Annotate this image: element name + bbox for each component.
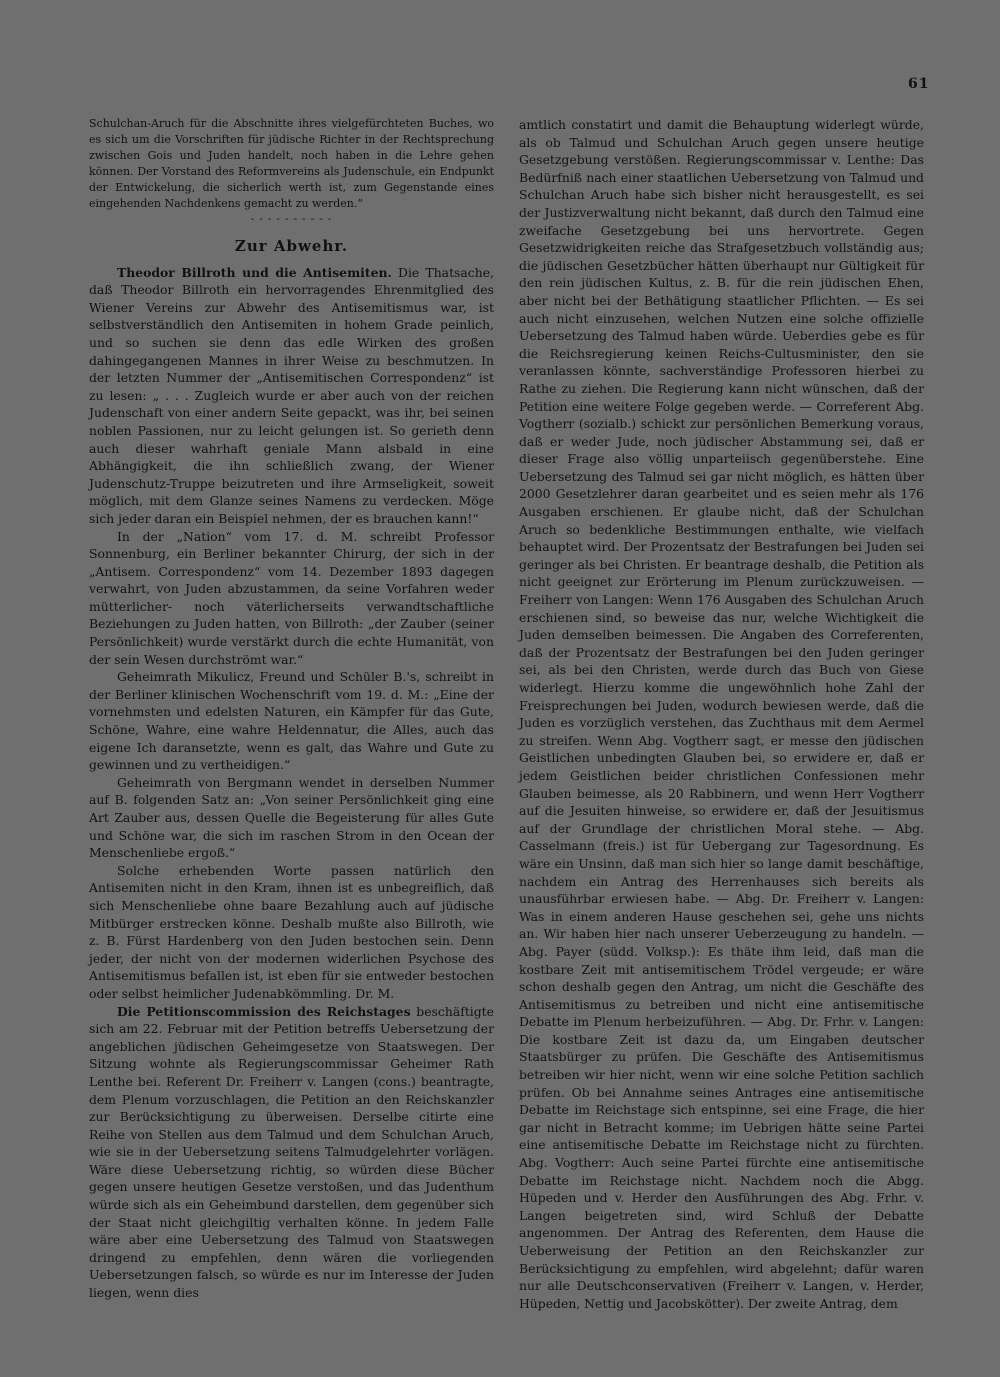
- billroth-heading: Theodor Billroth und die Antisemiten.: [117, 264, 392, 280]
- section-divider: - - - - - - - - - -: [250, 214, 333, 225]
- billroth-paragraph-5: Solche erhebenden Worte passen natürlich den Antisemiten nicht in den Kram, ihnen ist es unbegreiflich, daß sich Menschenliebe ohne baare Bezahlung auch auf jüdische Mitbürger erstrecken könne. Deshalb mußte also Billroth, wie z. B. Fürst Hardenberg von den Juden bestochen sein. Denn jeder, der nicht von der modernen widerlichen Psychose des Antisemitismus befallen ist, ist eben für sie entweder bestochen oder selbst heimlicher Judenabkömmling. Dr. M.: [89, 862, 494, 1001]
- billroth-paragraph-1: [89, 264, 494, 528]
- petition-paragraph: [89, 1003, 494, 1302]
- billroth-paragraph-3: Geheimrath Mikulicz, Freund und Schüler B.'s, schreibt in der Berliner klinischen Wochenschrift vom 19. d. M.: „Eine der vornehmsten und edelsten Naturen, ein Kämpfer für das Gute, Schöne, Wahre, eine wahre Heldennatur, die Alles, auch das eigene Ich daransetzte, wenn es galt, das Wahre und Gute zu gewinnen und zu vertheidigen.“: [89, 669, 494, 773]
- right-column-text: amtlich constatirt und damit die Behauptung widerlegt würde, als ob Talmud und Schulchan Aruch gegen unsere heutige Gesetzgebung verstößen. Regierungscommissar v. Lenthe: Das Bedürfniß nach einer staatlichen Uebersetzung von Talmud und Schulchan Aruch habe sich bisher nicht herausgestellt, es sei der Justizverwaltung nicht bekannt, daß durch den Talmud eine zweifache Gesetzgebung bei uns hervortrete. Gegen Gesetzwidrigkeiten reiche das Strafgesetzbuch vollständig aus; die jüdischen Gesetzbücher hätten überhaupt nur Gültigkeit für den rein jüdischen Kultus, z. B. für die rein jüdischen Ehen, aber nicht bei der Bethätigung staatlicher Pflichten. — Es sei auch nicht einzusehen, welchen Nutzen eine solche offizielle Uebersetzung des Talmud haben würde. Ueberdies gebe es für die Reichsregierung keinen Reichs-Cultusminister, den sie veranlassen könnte, sachverständige Professoren hierbei zu Rathe zu ziehen. Die Regierung kann nicht wünschen, daß der Petition eine weitere Folge gegeben werde. — Correferent Abg. Vogtherr (sozialb.) schickt zur persönlichen Bemerkung voraus, daß er weder Jude, noch jüdischer Abstammung sei, daß er dieser Frage also völlig unparteiisch gegenüberstehe. Eine Uebersetzung des Talmud sei gar nicht möglich, es hätten über 2000 Gesetzlehrer daran gearbeitet und es seien mehr als 176 Ausgaben erschienen. Er glaube nicht, daß der Schulchan Aruch so bedenkliche Bestimmungen enthalte, wie vielfach behauptet wird. Der Prozentsatz der Bestrafungen bei Juden sei geringer als bei Christen. Er beantrage deshalb, die Petition als nicht geeignet zur Erörterung im Plenum zurückzuweisen. — Freiherr von Langen: Wenn 176 Ausgaben des Schulchan Aruch erschienen sind, so beweise das nur, welche Wichtigkeit die Juden demselben beimessen. Die Angaben des Correferenten, daß der Prozentsatz der Bestrafungen bei den Juden geringer sei, als bei den Christen, werde durch das Buch von Giese widerlegt. Hierzu komme die ungewöhnlich hohe Zahl der Freisprechungen bei Juden, wodurch bewiesen werde, daß die Juden es vorzüglich verstehen, das Zuchthaus mit dem Aermel zu streifen. Wenn Abg. Vogtherr sagt, er messe den jüdischen Geistlichen unbedingten Glauben bei, so erwidere er, daß er jedem Geistlichen beider christlichen Confessionen mehr Glauben beimesse, als 20 Rabbinern, und wenn Herr Vogtherr auf die Jesuiten hinweise, so erwidere er, daß der Jesuitismus auf der Grundlage der christlichen Moral stehe. — Abg. Casselmann (freis.) ist für Uebergang zur Tagesordnung. Es wäre ein Unsinn, daß man sich hier so lange damit beschäftige, nachdem ein Antrag des Herrenhauses sich bereits als unausführbar erwiesen habe. — Abg. Dr. Freiherr v. Langen: Was in einem anderen Hause geschehen sei, gehe uns nichts an. Wir haben hier nach unserer Ueberzeugung zu handeln. — Abg. Payer (südd. Volksp.): Es thäte ihm leid, daß man die kostbare Zeit mit antisemitischem Trödel vergeude; er wäre schon deshalb gegen den Antrag, um nicht die Geschäfte des Antisemitismus zu betreiben und nicht eine antisemitische Debatte im Plenum herbeizuführen. — Abg. Dr. Frhr. v. Langen: Die kostbare Zeit ist dazu da, um Eingaben deutscher Staatsbürger zu prüfen. Die Geschäfte des Antisemitismus betreiben wir hier nicht, wenn wir eine solche Petition sachlich prüfen. Ob bei Annahme seines Antrages eine antisemitische Debatte im Reichstage sich entspinne, sei eine Frage, die hier gar nicht in Betracht komme; im Uebrigen hätte seine Partei eine antisemitische Debatte im Reichstage nicht zu fürchten. Abg. Vogtherr: Auch seine Partei fürchte eine antisemitische Debatte im Reichstage nicht. Nachdem noch die Abgg. Hüpeden und v. Herder den Ausführungen des Abg. Frhr. v. Langen beigetreten sind, wird Schluß der Debatte angenommen. Der Antrag des Referenten, dem Hause die Ueberweisung der Petition an den Reichskanzler zur Berücksichtigung zu empfehlen, wird abgelehnt; dafür waren nur alle Deutschconservativen (Freiherr v. Langen, v. Herder, Hüpeden, Nettig und Jacobskötter). Der zweite Antrag, dem: [519, 117, 924, 1311]
- petition-text-1: beschäftigte sich am 22. Februar mit der Petition betreffs Uebersetzung der angeblichen jüdischen Geheimgesetze von Staatswegen. Der Sitzung wohnte als Regierungscommissar Geheimer Rath Lenthe bei. Referent Dr. Freiherr v. Langen (cons.) beantragte, dem Plenum vorzuschlagen, die Petition an den Reichskanzler zur Berücksichtigung zu überweisen. Derselbe citirte eine Reihe von Stellen aus dem Talmud und dem Schulchan Aruch, wie sie in der Uebersetzung seitens Talmudgelehrter vorlägen. Wäre diese Uebersetzung richtig, so würden diese Bücher gegen unsere heutigen Gesetze verstoßen, und das Judenthum würde sich als ein Geheimbund darstellen, dem gegenüber sich der Staat nicht gleichgiltig verhalten könne. In jedem Falle wäre aber eine Uebersetzung des Talmud von Staatswegen dringend zu empfehlen, denn wären die vorliegenden Uebersetzungen falsch, so würde es nur im Interesse der Juden liegen, wenn dies: [89, 1003, 494, 1301]
- left-column: [89, 116, 494, 1302]
- section-title: Zur Abwehr.: [234, 237, 349, 255]
- billroth-text-1: Die Thatsache, daß Theodor Billroth ein hervorragendes Ehrenmitglied des Wiener Vereins zur Abwehr des Antisemitismus war, ist selbstverständlich den Antisemiten in hohem Grade peinlich, und so suchen sie denn das edle Wirken des großen dahingegangenen Mannes in ihrer Weise zu beschmutzen. In der letzten Nummer der „Antisemitischen Correspondenz“ ist zu lesen: „ . . . Zugleich wurde er aber auch von der reichen Judenschaft von einer andern Seite gepackt, was ihr, bei seinen noblen Passionen, nur zu leicht gelungen ist. So gerieth denn auch dieser wahrhaft geniale Mann alsbald in eine Abhängigkeit, die ihn schließlich zwang, der Wiener Judenschutz-Truppe beizutreten und ihre Armseligkeit, soweit möglich, mit dem Glanze seines Namens zu verdecken. Möge sich jeder daran ein Beispiel nehmen, der es brauchen kann!“: [89, 264, 494, 526]
- billroth-paragraph-4: Geheimrath von Bergmann wendet in derselben Nummer auf B. folgenden Satz an: „Von seiner Persönlichkeit ging eine Art Zauber aus, dessen Quelle die Begeisterung für alles Gute und Schöne war, die sich im raschen Strom in den Ocean der Menschenliebe ergoß.“: [89, 774, 494, 861]
- page-number: 61: [908, 76, 930, 92]
- intro-quote: Schulchan-Aruch für die Abschnitte ihres vielgefürchteten Buches, wo es sich um die Vorschriften für jüdische Richter in der Rechtsprechung zwischen Gois und Juden handelt, noch haben in die Lehre gehen können. Der Vorstand des Reformvereins als Judenschule, ein Endpunkt der Entwickelung, die sicherlich werth ist, zum Gegenstande eines eingehenden Nachdenkens gemacht zu werden.“: [89, 117, 494, 210]
- billroth-paragraph-2: In der „Nation“ vom 17. d. M. schreibt Professor Sonnenburg, ein Berliner bekannter Chirurg, der sich in der „Antisem. Correspondenz“ vom 14. Dezember 1893 dagegen verwahrt, von Juden abzustammen, da seine Vorfahren weder mütterlicher- noch väterlicherseits verwandtschaftliche Beziehungen zu Juden hatten, von Billroth: „der Zauber (seiner Persönlichkeit) wurde verstärkt durch die echte Humanität, von der sein Wesen durchströmt war.“: [89, 528, 494, 667]
- right-column: [519, 116, 924, 1312]
- petition-heading: Die Petitionscommission des Reichstages: [117, 1003, 411, 1019]
